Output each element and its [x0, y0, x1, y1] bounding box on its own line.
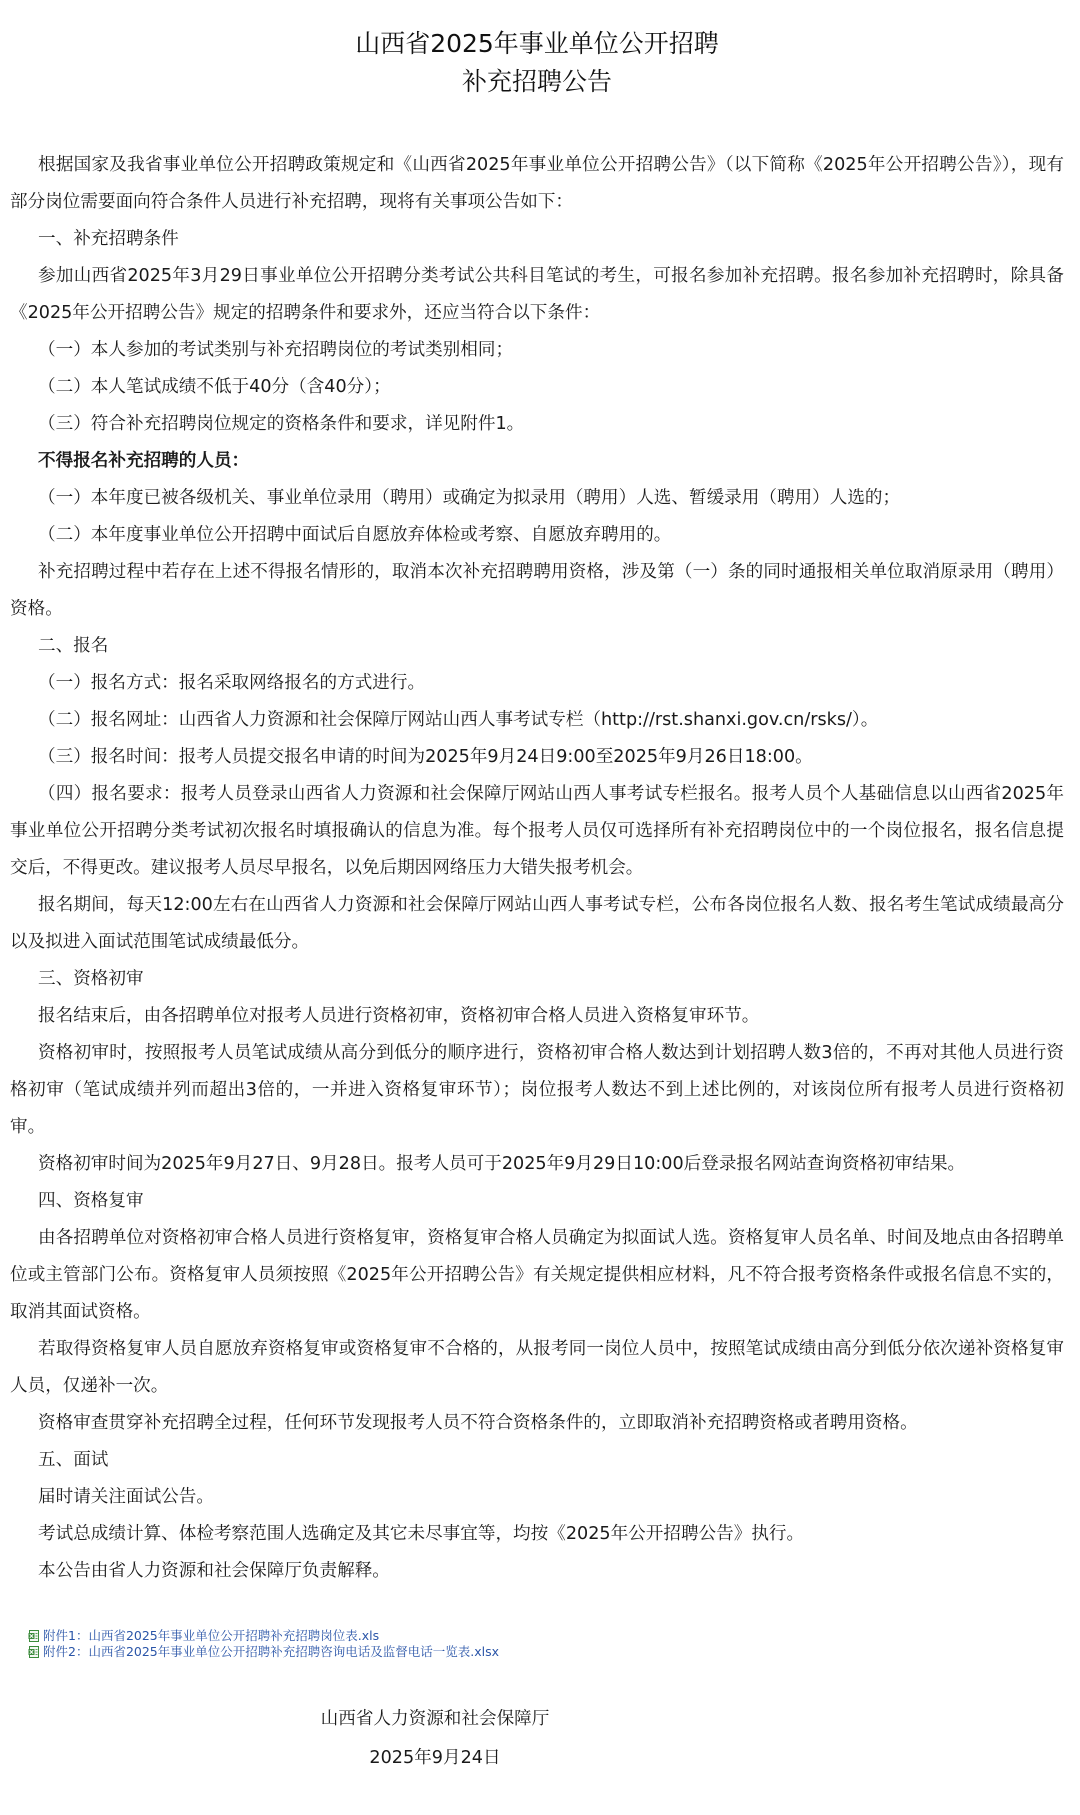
body-paragraph: 参加山西省2025年3月29日事业单位公开招聘分类考试公共科目笔试的考生，可报名参加补充招聘。报名参加补充招聘时，除具备《2025年公开招聘公告》规定的招聘条件和要求外，还应当符合以下条件： [10, 266, 1064, 323]
body-paragraph: 五、面试 [38, 1450, 109, 1470]
body-paragraph: 考试总成绩计算、体检考察范围人选确定及其它未尽事宜等，均按《2025年公开招聘公告》执行。 [38, 1524, 805, 1544]
body-paragraph: 补充招聘过程中若存在上述不得报名情形的，取消本次补充招聘聘用资格，涉及第（一）条的同时通报相关单位取消原录用（聘用）资格。 [10, 562, 1064, 619]
signature-organization: 山西省人力资源和社会保障厅 [320, 1709, 550, 1729]
body-paragraph: 四、资格复审 [38, 1191, 144, 1211]
attachment-list [10, 1628, 1064, 1660]
body-paragraph: 一、补充招聘条件 [38, 229, 179, 249]
page-title: 山西省2025年事业单位公开招聘 [355, 29, 719, 58]
attachment-label: 附件2： [43, 1644, 89, 1659]
body-paragraph: （二）报名网址：山西省人力资源和社会保障厅网站山西人事考试专栏（http://rst.shanxi.gov.cn/rsks/）。 [38, 710, 879, 730]
body-paragraph: （一）本年度已被各级机关、事业单位录用（聘用）或确定为拟录用（聘用）人选、暂缓录用（聘用）人选的； [38, 488, 901, 508]
body-paragraph: （二）本年度事业单位公开招聘中面试后自愿放弃体检或考察、自愿放弃聘用的。 [38, 525, 672, 545]
body-paragraph: 由各招聘单位对资格初审合格人员进行资格复审，资格复审合格人员确定为拟面试人选。资格复审人员名单、时间及地点由各招聘单位或主管部门公布。资格复审人员须按照《2025年公开招聘公告》有关规定提供相应材料，凡不符合报考资格条件或报名信息不实的，取消其面试资格。 [10, 1228, 1064, 1322]
body-paragraph: 报名期间，每天12:00左右在山西省人力资源和社会保障厅网站山西人事考试专栏，公布各岗位报名人数、报名考生笔试成绩最高分以及拟进入面试范围笔试成绩最低分。 [10, 895, 1064, 952]
body-paragraph: 本公告由省人力资源和社会保障厅负责解释。 [38, 1561, 390, 1581]
body-paragraph: （二）本人笔试成绩不低于40分（含40分）； [38, 377, 391, 397]
spreadsheet-icon [28, 1630, 40, 1642]
body-paragraph: （一）本人参加的考试类别与补充招聘岗位的考试类别相同； [38, 340, 514, 360]
body-paragraph: 资格初审时，按照报考人员笔试成绩从高分到低分的顺序进行，资格初审合格人数达到计划招聘人数3倍的，不再对其他人员进行资格初审（笔试成绩并列而超出3倍的，一并进入资格复审环节）；岗位报考人数达不到上述比例的，对该岗位所有报考人员进行资格初审。 [10, 1043, 1064, 1137]
body-paragraph: 根据国家及我省事业单位公开招聘政策规定和《山西省2025年事业单位公开招聘公告》（以下简称《2025年公开招聘公告》），现有部分岗位需要面向符合条件人员进行补充招聘，现将有关事项公告如下： [10, 155, 1064, 212]
attachment-filename[interactable]: 山西省2025年事业单位公开招聘补充招聘咨询电话及监督电话一览表.xlsx [88, 1644, 500, 1659]
spreadsheet-icon [28, 1646, 40, 1658]
signature-date: 2025年9月24日 [369, 1748, 501, 1768]
body-paragraph: 资格初审时间为2025年9月27日、9月28日。报考人员可于2025年9月29日10:00后登录报名网站查询资格初审结果。 [38, 1154, 966, 1174]
body-paragraph: 届时请关注面试公告。 [38, 1487, 214, 1507]
page-subtitle: 补充招聘公告 [461, 67, 612, 96]
body-paragraph: 报名结束后，由各招聘单位对报考人员进行资格初审，资格初审合格人员进入资格复审环节。 [38, 1006, 760, 1026]
body-paragraph: （四）报名要求：报考人员登录山西省人力资源和社会保障厅网站山西人事考试专栏报名。报考人员个人基础信息以山西省2025年事业单位公开招聘分类考试初次报名时填报确认的信息为准。每个报考人员仅可选择所有补充招聘岗位中的一个岗位报名，报名信息提交后，不得更改。建议报考人员尽早报名，以免后期因网络压力大错失报考机会。 [10, 784, 1064, 878]
attachment-link[interactable] [28, 1628, 1064, 1644]
body-paragraph: 资格审查贯穿补充招聘全过程，任何环节发现报考人员不符合资格条件的，立即取消补充招聘资格或者聘用资格。 [38, 1413, 918, 1433]
body-paragraph: （三）报名时间：报考人员提交报名申请的时间为2025年9月24日9:00至2025年9月26日18:00。 [38, 747, 813, 767]
body-paragraph: 不得报名补充招聘的人员： [38, 451, 250, 471]
body-paragraph: 二、报名 [38, 636, 109, 656]
attachment-filename[interactable]: 山西省2025年事业单位公开招聘补充招聘岗位表.xls [88, 1628, 380, 1643]
body-paragraph: （一）报名方式：报名采取网络报名的方式进行。 [38, 673, 426, 693]
attachment-link[interactable] [28, 1644, 1064, 1660]
attachment-label: 附件1： [43, 1628, 89, 1643]
body-paragraph: （三）符合补充招聘岗位规定的资格条件和要求，详见附件1。 [38, 414, 525, 434]
body-paragraph: 三、资格初审 [38, 969, 144, 989]
announcement-body [10, 147, 1064, 1590]
body-paragraph: 若取得资格复审人员自愿放弃资格复审或资格复审不合格的，从报考同一岗位人员中，按照笔试成绩由高分到低分依次递补资格复审人员，仅递补一次。 [10, 1339, 1064, 1396]
